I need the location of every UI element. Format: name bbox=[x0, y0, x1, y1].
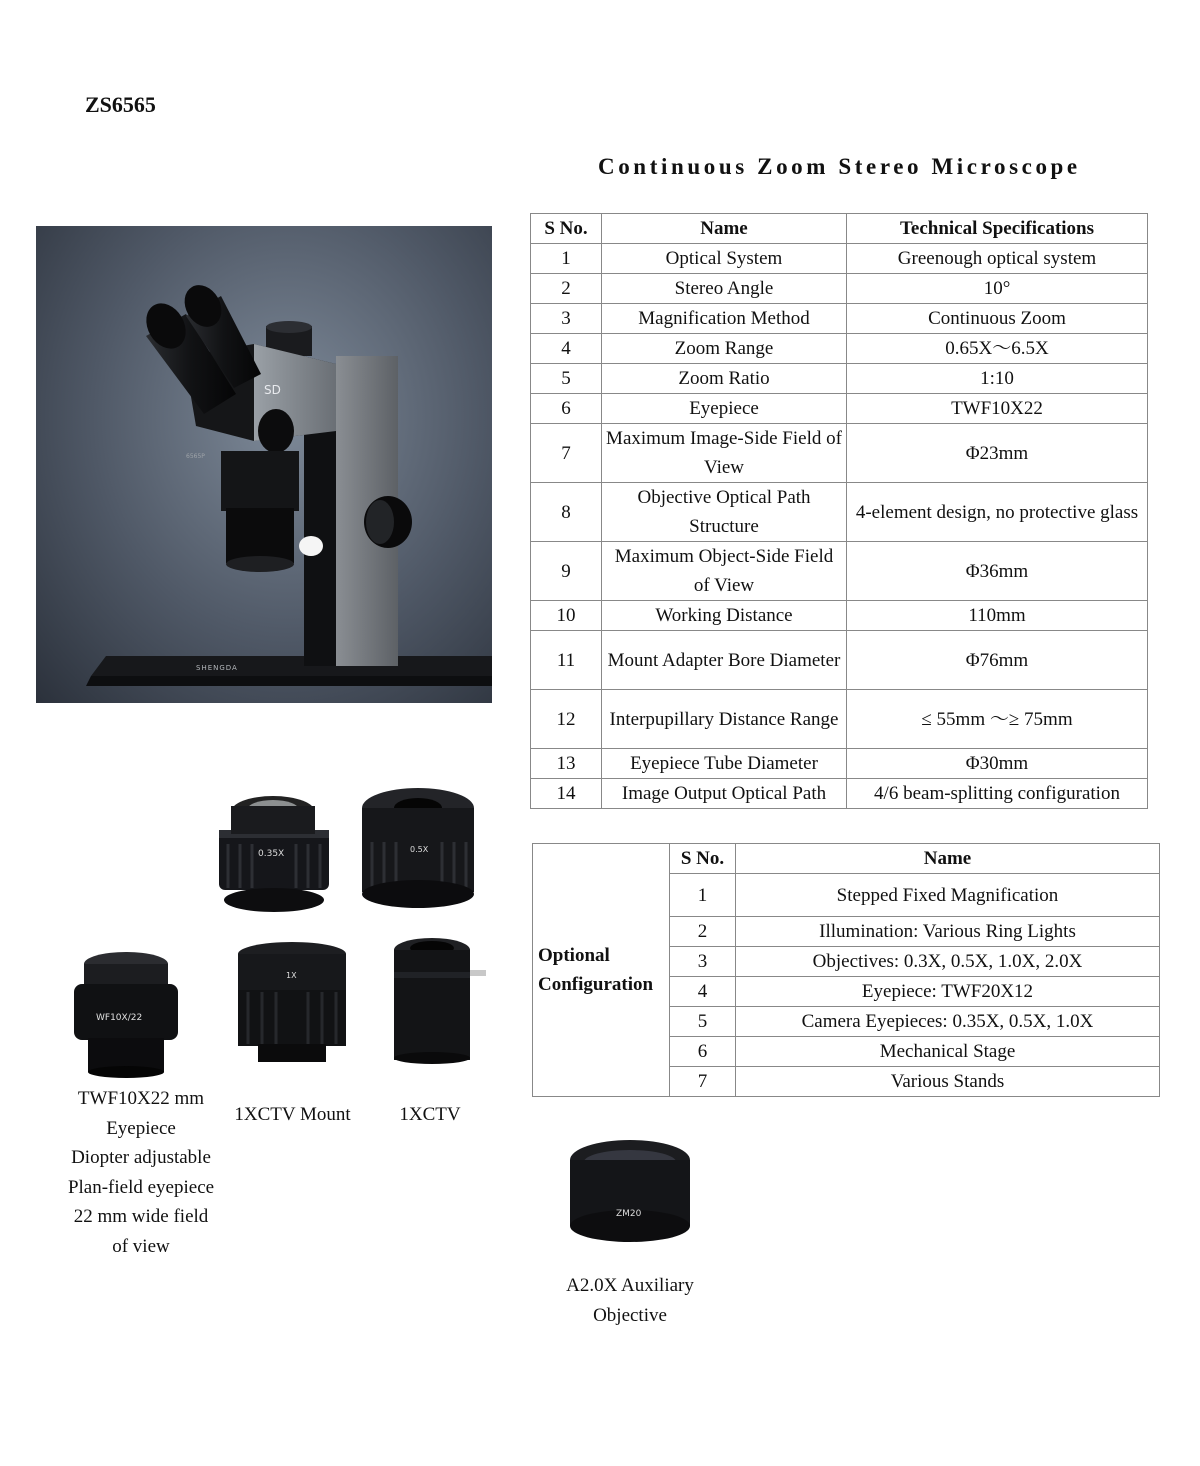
table-row bbox=[531, 690, 1148, 749]
row-number: 6 bbox=[531, 394, 602, 424]
table-row bbox=[531, 334, 1148, 364]
table-row bbox=[531, 394, 1148, 424]
eyepiece-photo bbox=[70, 950, 182, 1078]
row-spec: Φ76mm bbox=[847, 631, 1148, 690]
optional-header-row bbox=[533, 844, 1160, 874]
row-number: 13 bbox=[531, 749, 602, 779]
eyepiece-mark: WF10X/22 bbox=[96, 1013, 143, 1023]
row-name: Various Stands bbox=[736, 1067, 1160, 1097]
row-name: Camera Eyepieces: 0.35X, 0.5X, 1.0X bbox=[736, 1007, 1160, 1037]
adapter-05x-photo bbox=[358, 782, 488, 914]
optional-config-table bbox=[532, 843, 1160, 1097]
ctv-caption: 1XCTV bbox=[399, 1104, 461, 1125]
row-spec: 10° bbox=[847, 274, 1148, 304]
row-number: 6 bbox=[670, 1037, 736, 1067]
head-mark: SD bbox=[264, 383, 281, 397]
row-name: Optical System bbox=[602, 244, 847, 274]
row-number: 2 bbox=[531, 274, 602, 304]
caption-line: Eyepiece bbox=[106, 1117, 176, 1139]
caption-line: Plan-field eyepiece bbox=[67, 1176, 215, 1198]
row-number: 3 bbox=[531, 304, 602, 334]
row-spec: Greenough optical system bbox=[847, 244, 1148, 274]
row-name: Interpupillary Distance Range bbox=[602, 690, 847, 749]
row-number: 3 bbox=[670, 947, 736, 977]
row-number: 7 bbox=[531, 424, 602, 483]
row-name: Zoom Ratio bbox=[602, 364, 847, 394]
row-name: Eyepiece Tube Diameter bbox=[602, 749, 847, 779]
spec-header-name: Name bbox=[602, 214, 847, 244]
row-spec: 110mm bbox=[847, 601, 1148, 631]
row-number: 11 bbox=[531, 631, 602, 690]
caption-line: TWF10X22 mm bbox=[77, 1088, 205, 1109]
row-number: 2 bbox=[670, 917, 736, 947]
row-name: Magnification Method bbox=[602, 304, 847, 334]
ctv-mark: 1X bbox=[286, 971, 297, 980]
auxiliary-objective-photo bbox=[566, 1138, 696, 1248]
row-spec: 4-element design, no protective glass bbox=[847, 483, 1148, 542]
row-number: 8 bbox=[531, 483, 602, 542]
adapter-035x-photo bbox=[216, 788, 346, 916]
caption-line: of view bbox=[112, 1235, 170, 1257]
row-number: 10 bbox=[531, 601, 602, 631]
ctv-photo bbox=[390, 934, 490, 1066]
row-spec: 0.65X～6.5X bbox=[847, 334, 1148, 364]
row-spec: Φ30mm bbox=[847, 749, 1148, 779]
row-number: 4 bbox=[531, 334, 602, 364]
row-name: Objectives: 0.3X, 0.5X, 1.0X, 2.0X bbox=[736, 947, 1160, 977]
row-name: Zoom Range bbox=[602, 334, 847, 364]
table-row bbox=[531, 542, 1148, 601]
row-number: 9 bbox=[531, 542, 602, 601]
row-name: Image Output Optical Path bbox=[602, 779, 847, 809]
table-row bbox=[531, 779, 1148, 809]
table-row bbox=[531, 483, 1148, 542]
row-number: 5 bbox=[670, 1007, 736, 1037]
caption-line: A2.0X Auxiliary bbox=[566, 1275, 694, 1296]
row-number: 12 bbox=[531, 690, 602, 749]
row-name: Objective Optical Path Structure bbox=[602, 483, 847, 542]
row-number: 7 bbox=[670, 1067, 736, 1097]
page-title: Continuous Zoom Stereo Microscope bbox=[598, 154, 1081, 179]
row-spec: Φ23mm bbox=[847, 424, 1148, 483]
row-name: Maximum Object-Side Field of View bbox=[602, 542, 847, 601]
microscope-illustration bbox=[36, 226, 492, 703]
row-name: Eyepiece: TWF20X12 bbox=[736, 977, 1160, 1007]
objective-mark: ZM20 bbox=[616, 1209, 642, 1219]
row-spec: 4/6 beam-splitting configuration bbox=[847, 779, 1148, 809]
row-spec: 1:10 bbox=[847, 364, 1148, 394]
auxiliary-objective-caption bbox=[540, 1271, 720, 1330]
microscope-photo bbox=[36, 226, 492, 703]
optional-config-label: Optional Configuration bbox=[533, 844, 670, 1097]
ctv-mount-caption: 1XCTV Mount bbox=[234, 1104, 351, 1125]
caption-line: 22 mm wide field bbox=[73, 1206, 209, 1227]
spec-table bbox=[530, 213, 1148, 809]
caption-line: Diopter adjustable bbox=[71, 1147, 211, 1168]
row-name: Maximum Image-Side Field of View bbox=[602, 424, 847, 483]
caption-line: Objective bbox=[593, 1304, 667, 1326]
row-number: 1 bbox=[670, 874, 736, 917]
row-name: Stereo Angle bbox=[602, 274, 847, 304]
table-row bbox=[531, 364, 1148, 394]
table-row bbox=[531, 274, 1148, 304]
table-row bbox=[531, 749, 1148, 779]
table-row bbox=[531, 304, 1148, 334]
ctv-mount-photo bbox=[232, 940, 352, 1068]
row-number: 5 bbox=[531, 364, 602, 394]
row-name: Stepped Fixed Magnification bbox=[736, 874, 1160, 917]
row-name: Mount Adapter Bore Diameter bbox=[602, 631, 847, 690]
adapter-035x-mark: 0.35X bbox=[258, 849, 285, 859]
row-number: 1 bbox=[531, 244, 602, 274]
optional-header-name: Name bbox=[736, 844, 1160, 874]
row-spec: Continuous Zoom bbox=[847, 304, 1148, 334]
side-mark: 6565P bbox=[186, 453, 205, 460]
base-brand: SHENGDA bbox=[196, 664, 238, 672]
table-row bbox=[531, 631, 1148, 690]
row-name: Illumination: Various Ring Lights bbox=[736, 917, 1160, 947]
row-number: 14 bbox=[531, 779, 602, 809]
row-name: Working Distance bbox=[602, 601, 847, 631]
row-name: Eyepiece bbox=[602, 394, 847, 424]
table-row bbox=[531, 424, 1148, 483]
row-name: Mechanical Stage bbox=[736, 1037, 1160, 1067]
adapter-05x-mark: 0.5X bbox=[410, 845, 429, 854]
eyepiece-caption bbox=[40, 1084, 242, 1261]
row-number: 4 bbox=[670, 977, 736, 1007]
optional-header-sno: S No. bbox=[670, 844, 736, 874]
table-row bbox=[531, 601, 1148, 631]
table-row bbox=[531, 244, 1148, 274]
row-spec: ≤ 55mm ～≥ 75mm bbox=[847, 690, 1148, 749]
spec-header-row bbox=[531, 214, 1148, 244]
row-spec: TWF10X22 bbox=[847, 394, 1148, 424]
spec-header-sno: S No. bbox=[531, 214, 602, 244]
spec-header-spec: Technical Specifications bbox=[847, 214, 1148, 244]
model-number: ZS6565 bbox=[85, 92, 156, 117]
row-spec: Φ36mm bbox=[847, 542, 1148, 601]
